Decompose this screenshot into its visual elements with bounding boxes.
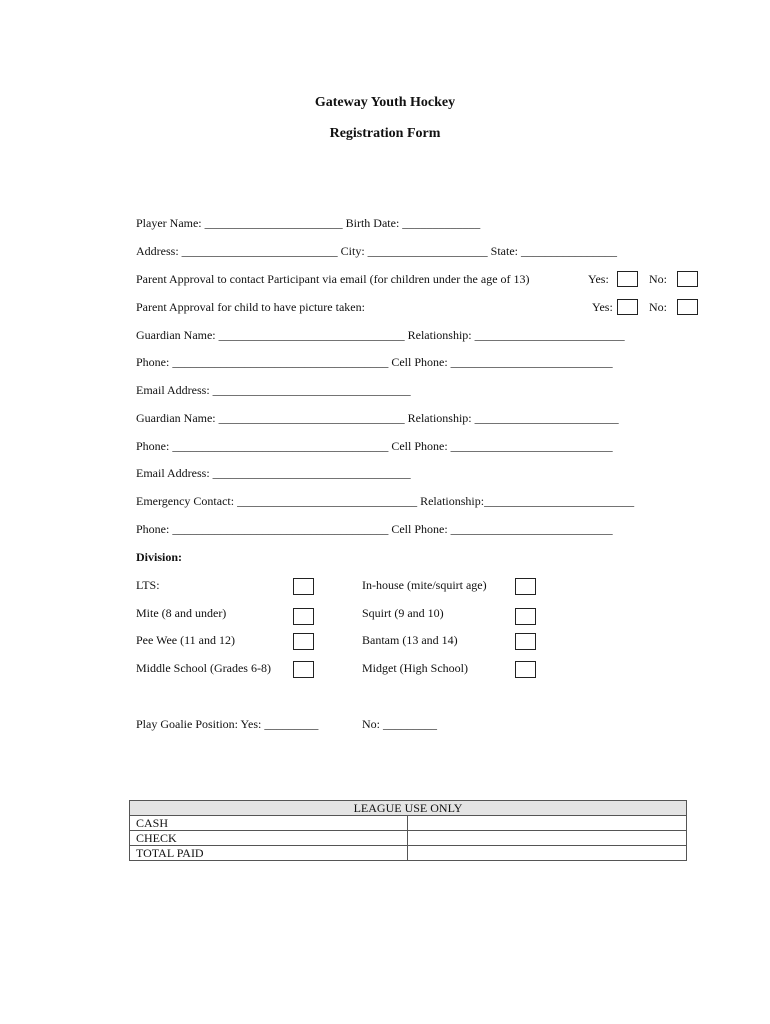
emergency-contact-line[interactable]: Emergency Contact: ______________________________ Relationship:_________________________ bbox=[136, 494, 635, 508]
cash-label: CASH bbox=[130, 816, 408, 831]
total-paid-value-cell[interactable] bbox=[408, 846, 687, 861]
picture-approval-no-checkbox[interactable] bbox=[677, 299, 698, 315]
phone2-line[interactable]: Phone: ____________________________________ Cell Phone: ___________________________ bbox=[136, 439, 613, 453]
table-row bbox=[130, 816, 687, 831]
division-middle-school-checkbox[interactable] bbox=[293, 661, 314, 678]
league-use-table bbox=[129, 800, 687, 861]
picture-approval-label: Parent Approval for child to have picture taken: bbox=[136, 300, 365, 314]
division-lts-label: LTS: bbox=[136, 578, 160, 592]
table-row bbox=[130, 831, 687, 846]
email2-line[interactable]: Email Address: _________________________________ bbox=[136, 466, 411, 480]
division-bantam-checkbox[interactable] bbox=[515, 633, 536, 650]
check-label: CHECK bbox=[130, 831, 408, 846]
goalie-no-line[interactable]: No: _________ bbox=[362, 717, 437, 731]
email-approval-yes-label: Yes: bbox=[588, 272, 609, 286]
total-paid-label: TOTAL PAID bbox=[130, 846, 408, 861]
email-approval-no-label: No: bbox=[649, 272, 667, 286]
division-middle-school-label: Middle School (Grades 6-8) bbox=[136, 661, 271, 675]
form-title: Gateway Youth Hockey bbox=[314, 95, 456, 110]
division-peewee-checkbox[interactable] bbox=[293, 633, 314, 650]
email-approval-no-checkbox[interactable] bbox=[677, 271, 698, 287]
form-subtitle: Registration Form bbox=[329, 126, 441, 141]
cash-value-cell[interactable] bbox=[408, 816, 687, 831]
division-lts-checkbox[interactable] bbox=[293, 578, 314, 595]
division-squirt-label: Squirt (9 and 10) bbox=[362, 606, 444, 620]
league-use-header: LEAGUE USE ONLY bbox=[130, 801, 687, 816]
division-mite-label: Mite (8 and under) bbox=[136, 606, 227, 620]
division-heading: Division: bbox=[136, 550, 183, 564]
email-approval-yes-checkbox[interactable] bbox=[617, 271, 638, 287]
division-mite-checkbox[interactable] bbox=[293, 608, 314, 625]
division-squirt-checkbox[interactable] bbox=[515, 608, 536, 625]
picture-approval-yes-label: Yes: bbox=[592, 300, 613, 314]
phone1-line[interactable]: Phone: ____________________________________ Cell Phone: ___________________________ bbox=[136, 355, 613, 369]
guardian1-line[interactable]: Guardian Name: _______________________________ Relationship: _________________________ bbox=[136, 328, 625, 342]
division-midget-checkbox[interactable] bbox=[515, 661, 536, 678]
address-line[interactable]: Address: __________________________ City: ____________________ State: ________________ bbox=[136, 244, 617, 258]
phone3-line[interactable]: Phone: ____________________________________ Cell Phone: ___________________________ bbox=[136, 522, 613, 536]
division-peewee-label: Pee Wee (11 and 12) bbox=[136, 633, 235, 647]
picture-approval-yes-checkbox[interactable] bbox=[617, 299, 638, 315]
email1-line[interactable]: Email Address: _________________________________ bbox=[136, 383, 411, 397]
division-inhouse-label: In-house (mite/squirt age) bbox=[362, 578, 487, 592]
division-bantam-label: Bantam (13 and 14) bbox=[362, 633, 458, 647]
check-value-cell[interactable] bbox=[408, 831, 687, 846]
division-midget-label: Midget (High School) bbox=[362, 661, 468, 675]
table-row bbox=[130, 846, 687, 861]
division-inhouse-checkbox[interactable] bbox=[515, 578, 536, 595]
picture-approval-no-label: No: bbox=[649, 300, 667, 314]
email-approval-label: Parent Approval to contact Participant via email (for children under the age of 13) bbox=[136, 272, 530, 286]
goalie-yes-line[interactable]: Play Goalie Position: Yes: _________ bbox=[136, 717, 319, 731]
guardian2-line[interactable]: Guardian Name: _______________________________ Relationship: ________________________ bbox=[136, 411, 619, 425]
player-name-line[interactable]: Player Name: _______________________ Birth Date: _____________ bbox=[136, 216, 481, 230]
